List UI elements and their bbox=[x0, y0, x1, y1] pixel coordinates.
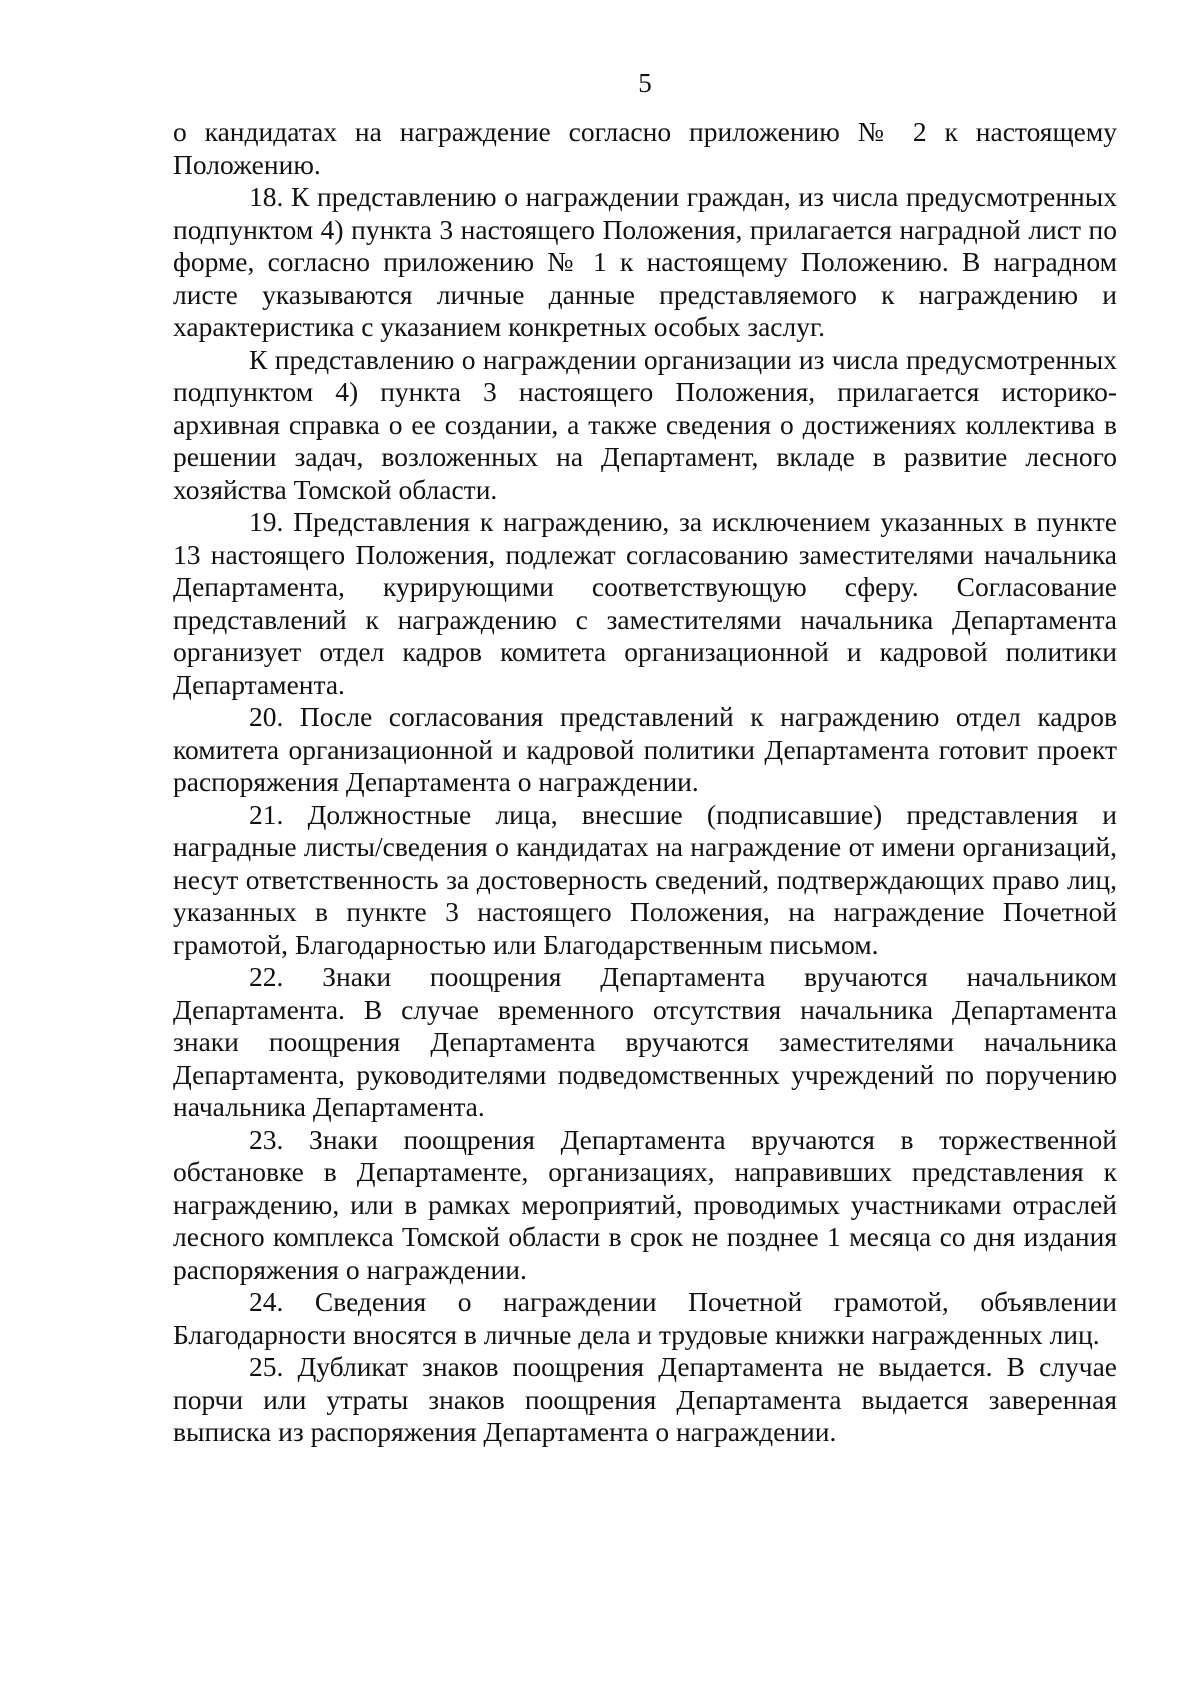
paragraph-21: 21. Должностные лица, внесшие (подписавшие) представления и наградные листы/сведения о кандидатах на награждение от имени организаций, несут ответственность за достоверность сведений, подтверждающих право лиц, указанных в пункте 3 настоящего Положения, на награждение Почетной грамотой, Благодарностью или Благодарственным письмом. bbox=[173, 798, 1117, 960]
paragraph-18: 18. К представлению о награждении граждан, из числа предусмотренных подпунктом 4) пункта 3 настоящего Положения, прилагается наградной лист по форме, согласно приложению № 1 к настоящему Положению. В наградном листе указываются личные данные представляемого к награждению и характеристика с указанием конкретных особых заслуг. bbox=[173, 181, 1117, 342]
paragraph-24: 24. Сведения о награждении Почетной грамотой, объявлении Благодарности вносятся в личные дела и трудовые книжки награжденных лиц. bbox=[173, 1286, 1117, 1350]
paragraph-23: 23. Знаки поощрения Департамента вручаются в торжественной обстановке в Департаменте, организациях, направивших представления к награждению, или в рамках мероприятий, проводимых участниками отраслей лесного комплекса Томской области в срок не позднее 1 месяца со дня издания распоряжения о награждении. bbox=[173, 1123, 1117, 1285]
page-number: 5 bbox=[638, 68, 652, 98]
document-page bbox=[173, 68, 1117, 1449]
paragraph-continuation: о кандидатах на награждение согласно приложению № 2 к настоящему Положению. bbox=[173, 116, 1117, 180]
paragraph-22: 22. Знаки поощрения Департамента вручаются начальником Департамента. В случае временного отсутствия начальника Департамента знаки поощрения Департамента вручаются заместителями начальника Департамента, руководителями подведомственных учреждений по поручению начальника Департамента. bbox=[173, 961, 1117, 1122]
paragraph-25: 25. Дубликат знаков поощрения Департамента не выдается. В случае порчи или утраты знаков поощрения Департамента выдается заверенная выписка из распоряжения Департамента о награждении. bbox=[173, 1351, 1117, 1447]
paragraph-20: 20. После согласования представлений к награждению отдел кадров комитета организационной и кадровой политики Департамента готовит проект распоряжения Департамента о награждении. bbox=[173, 701, 1117, 797]
paragraph-18-organization: К представлению о награждении организации из числа предусмотренных подпунктом 4) пункта 3 настоящего Положения, прилагается историко-архивная справка о ее создании, а также сведения о достижениях коллектива в решении задач, возложенных на Департамент, вкладе в развитие лесного хозяйства Томской области. bbox=[173, 343, 1117, 505]
paragraph-19: 19. Представления к награждению, за исключением указанных в пункте 13 настоящего Положения, подлежат согласованию заместителями начальника Департамента, курирующими соответствующую сферу. Согласование представлений к награждению с заместителями начальника Департамента организует отдел кадров комитета организационной и кадровой политики Департамента. bbox=[173, 506, 1117, 700]
